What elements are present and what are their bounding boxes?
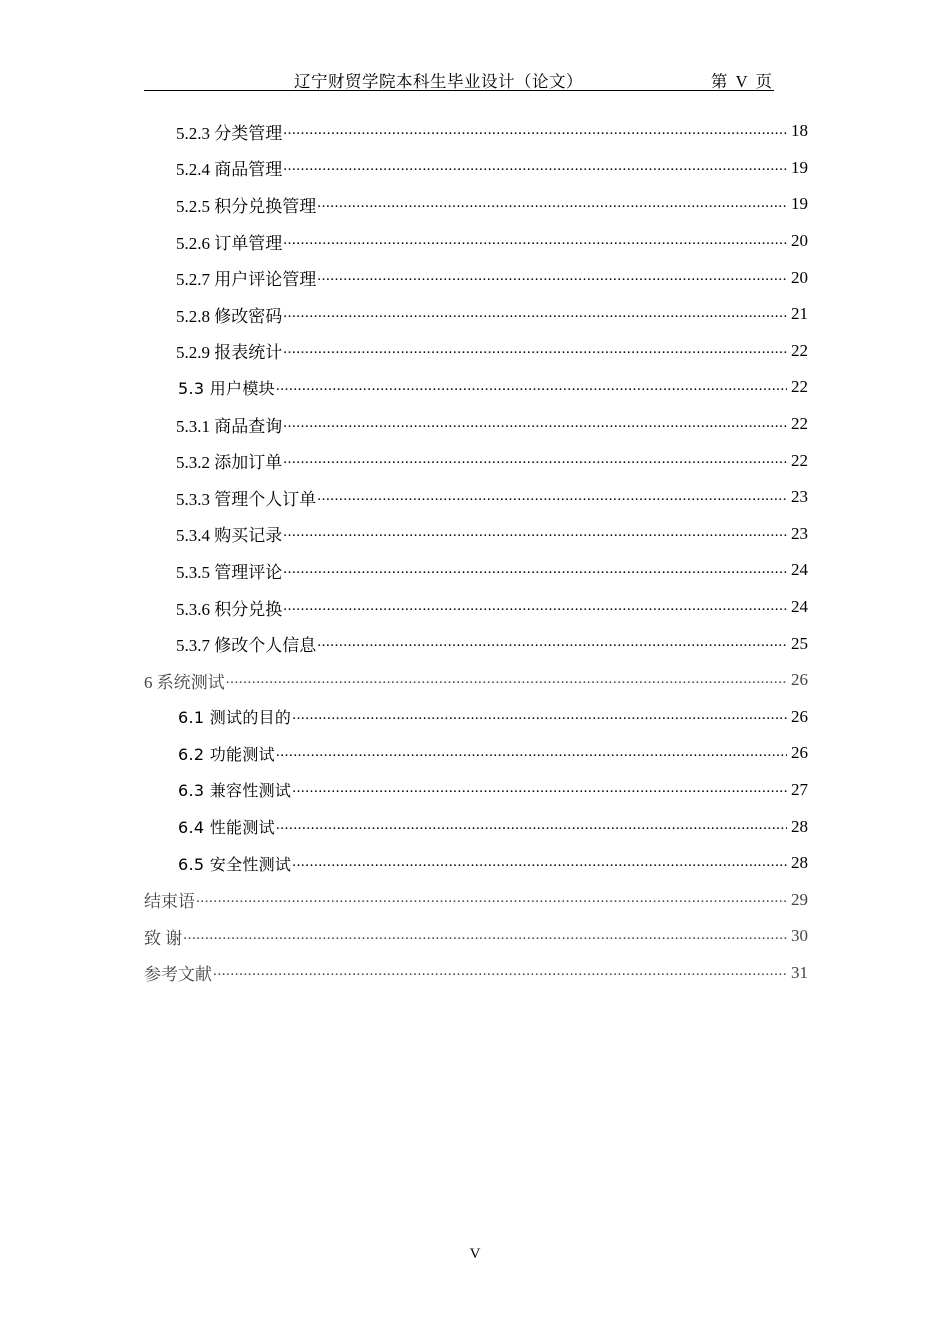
toc-dot-leader bbox=[213, 964, 787, 981]
toc-entry-title: 5.2.7 用户评论管理 bbox=[176, 270, 317, 290]
toc-dot-leader bbox=[283, 159, 787, 176]
toc-dot-leader bbox=[283, 562, 787, 579]
toc-entry[interactable] bbox=[144, 772, 808, 809]
toc-entry-title: 5.2.8 修改密码 bbox=[176, 306, 283, 326]
toc-entry[interactable] bbox=[144, 296, 808, 333]
toc-dot-leader bbox=[317, 196, 787, 213]
toc-entry[interactable] bbox=[144, 406, 808, 443]
toc-entry-page: 29 bbox=[791, 889, 808, 909]
toc-entry-page: 25 bbox=[791, 633, 808, 653]
toc-entry[interactable] bbox=[144, 662, 808, 699]
toc-dot-leader bbox=[276, 818, 787, 835]
toc-entry-title: 结束语 bbox=[144, 892, 195, 912]
toc-entry-page: 18 bbox=[791, 121, 808, 141]
toc-entry-page: 26 bbox=[791, 670, 808, 690]
toc-dot-leader bbox=[283, 599, 787, 616]
toc-entry-page: 23 bbox=[791, 523, 808, 543]
toc-entry[interactable] bbox=[144, 881, 808, 918]
toc-entry[interactable] bbox=[144, 369, 808, 406]
toc-entry-title: 5.3 用户模块 bbox=[178, 378, 275, 398]
toc-entry-title: 5.2.9 报表统计 bbox=[176, 343, 283, 363]
toc-entry[interactable] bbox=[144, 479, 808, 516]
toc-entry[interactable] bbox=[144, 150, 808, 187]
toc-entry[interactable] bbox=[144, 735, 808, 772]
toc-entry-page: 27 bbox=[791, 779, 808, 799]
toc-entry[interactable] bbox=[144, 918, 808, 955]
header-title: 辽宁财贸学院本科生毕业设计（论文） bbox=[294, 72, 583, 91]
toc-entry[interactable] bbox=[144, 699, 808, 736]
toc-dot-leader bbox=[276, 379, 787, 396]
toc-entry-page: 19 bbox=[791, 157, 808, 177]
toc-entry-title: 5.2.5 积分兑换管理 bbox=[176, 196, 317, 216]
toc-entry[interactable] bbox=[144, 845, 808, 882]
toc-entry-page: 23 bbox=[791, 487, 808, 507]
toc-dot-leader bbox=[317, 635, 787, 652]
toc-dot-leader bbox=[283, 233, 787, 250]
toc-entry-title: 5.3.7 修改个人信息 bbox=[176, 636, 317, 656]
toc-dot-leader bbox=[292, 708, 787, 725]
toc-entry[interactable] bbox=[144, 223, 808, 260]
toc-entry[interactable] bbox=[144, 333, 808, 370]
footer-page-number: V bbox=[469, 1246, 481, 1262]
toc-entry-page: 21 bbox=[791, 304, 808, 324]
toc-entry-page: 28 bbox=[791, 853, 808, 873]
toc-entry[interactable] bbox=[144, 625, 808, 662]
toc-dot-leader bbox=[283, 342, 787, 359]
toc-dot-leader bbox=[226, 672, 787, 689]
header-page-label: 第 V 页 bbox=[710, 72, 772, 91]
toc-entry-page: 20 bbox=[791, 231, 808, 251]
toc-entry-page: 26 bbox=[791, 743, 808, 763]
toc-entry-page: 20 bbox=[791, 267, 808, 287]
toc-dot-leader bbox=[292, 855, 787, 872]
toc-dot-leader bbox=[283, 525, 787, 542]
toc-entry-title: 5.3.6 积分兑换 bbox=[176, 599, 283, 619]
toc-entry-page: 22 bbox=[791, 377, 808, 397]
toc-entry-page: 22 bbox=[791, 340, 808, 360]
toc-entry-title: 参考文献 bbox=[144, 965, 212, 985]
toc-entry-page: 22 bbox=[791, 450, 808, 470]
toc-dot-leader bbox=[283, 123, 787, 140]
table-of-contents bbox=[144, 113, 808, 991]
toc-entry-page: 31 bbox=[791, 962, 808, 982]
toc-entry-page: 28 bbox=[791, 816, 808, 836]
toc-entry-title: 致 谢 bbox=[144, 928, 183, 948]
toc-entry[interactable] bbox=[144, 955, 808, 992]
toc-dot-leader bbox=[292, 781, 787, 798]
toc-entry-title: 5.2.4 商品管理 bbox=[176, 160, 283, 180]
toc-entry[interactable] bbox=[144, 259, 808, 296]
toc-entry-title: 5.3.4 购买记录 bbox=[176, 526, 283, 546]
toc-entry[interactable] bbox=[144, 113, 808, 150]
toc-entry[interactable] bbox=[144, 186, 808, 223]
toc-entry-title: 5.3.1 商品查询 bbox=[176, 416, 283, 436]
toc-entry-title: 6.4 性能测试 bbox=[178, 818, 275, 838]
toc-entry-page: 22 bbox=[791, 414, 808, 434]
toc-entry-page: 24 bbox=[791, 597, 808, 617]
toc-entry-title: 6.2 功能测试 bbox=[178, 744, 275, 764]
toc-entry[interactable] bbox=[144, 442, 808, 479]
toc-entry-title: 5.3.5 管理评论 bbox=[176, 562, 283, 582]
toc-entry[interactable] bbox=[144, 552, 808, 589]
toc-entry[interactable] bbox=[144, 516, 808, 553]
toc-entry-page: 30 bbox=[791, 926, 808, 946]
toc-entry-page: 26 bbox=[791, 706, 808, 726]
toc-entry-title: 5.2.6 订单管理 bbox=[176, 233, 283, 253]
toc-dot-leader bbox=[196, 891, 787, 908]
toc-entry[interactable] bbox=[144, 808, 808, 845]
toc-dot-leader bbox=[276, 745, 787, 762]
toc-entry-page: 19 bbox=[791, 194, 808, 214]
toc-entry[interactable] bbox=[144, 589, 808, 626]
toc-entry-title: 5.3.2 添加订单 bbox=[176, 453, 283, 473]
toc-entry-title: 6.5 安全性测试 bbox=[178, 854, 292, 874]
toc-entry-title: 5.3.3 管理个人订单 bbox=[176, 489, 317, 509]
toc-dot-leader bbox=[317, 489, 787, 506]
page-header bbox=[144, 68, 774, 91]
toc-dot-leader bbox=[283, 452, 787, 469]
toc-entry-page: 24 bbox=[791, 560, 808, 580]
toc-dot-leader bbox=[283, 416, 787, 433]
toc-entry-title: 6 系统测试 bbox=[144, 672, 225, 692]
toc-dot-leader bbox=[283, 306, 787, 323]
toc-dot-leader bbox=[183, 928, 787, 945]
toc-entry-title: 6.1 测试的目的 bbox=[178, 708, 292, 728]
toc-dot-leader bbox=[317, 269, 787, 286]
toc-entry-title: 5.2.3 分类管理 bbox=[176, 123, 283, 143]
toc-entry-title: 6.3 兼容性测试 bbox=[178, 781, 292, 801]
